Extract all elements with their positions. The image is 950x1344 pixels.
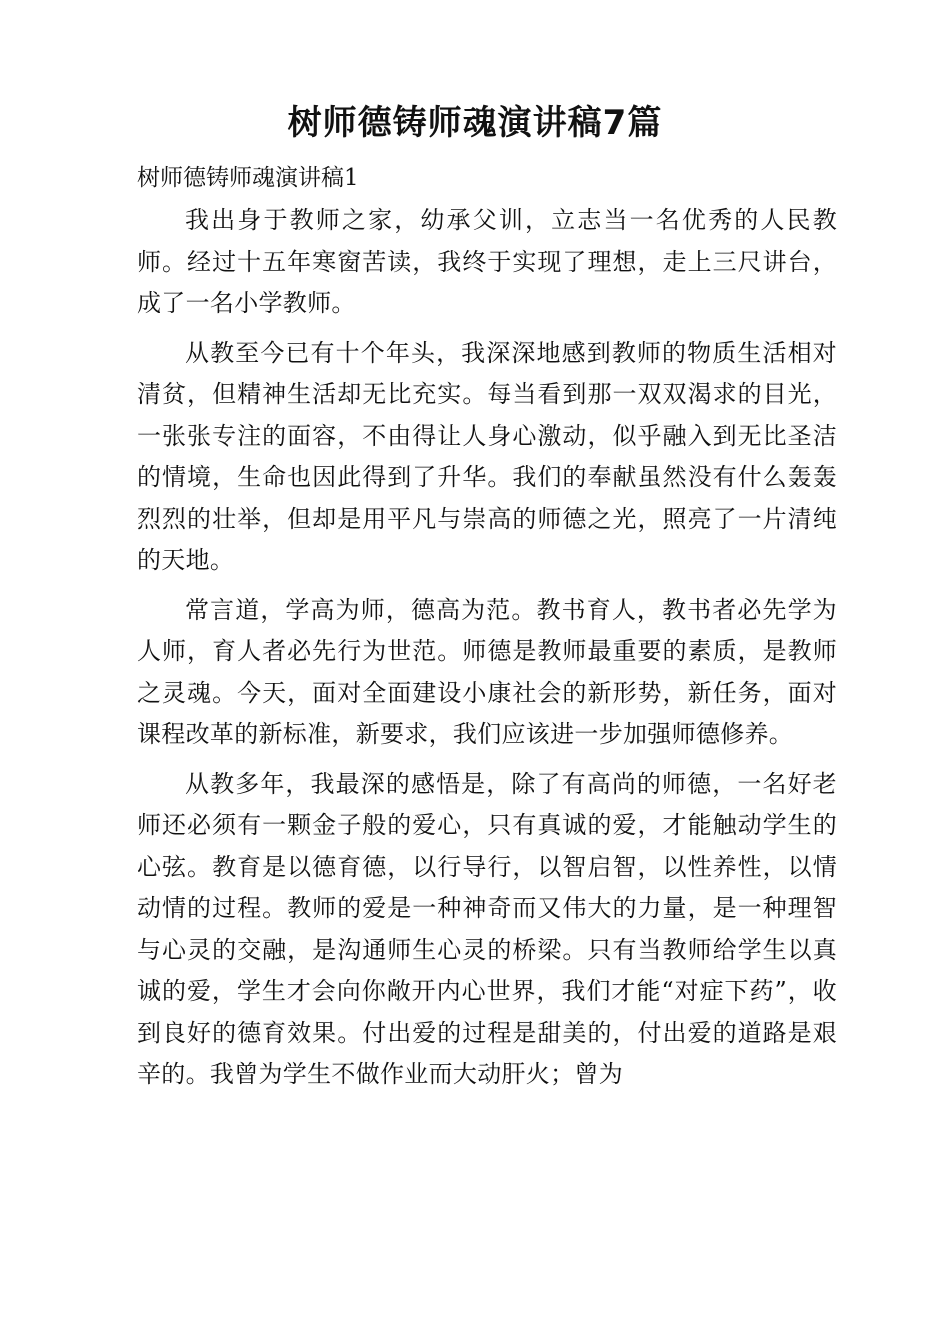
document-title: 树师德铸师魂演讲稿7篇 [287,103,663,143]
paragraph-3: 常言道，学高为师，德高为范。教书育人，教书者必先学为人师，育人者必先行为世范。师德是教师最重要的素质，是教师之灵魂。今天，面对全面建设小康社会的新形势，新任务，面对课程改革的新标准，新要求，我们应该进一步加强师德修养。 [137,595,837,748]
paragraph-2: 从教至今已有十个年头，我深深地感到教师的物质生活相对清贫，但精神生活却无比充实。每当看到那一双双渴求的目光，一张张专注的面容，不由得让人身心激动，似乎融入到无比圣洁的情境，生命也因此得到了升华。我们的奉献虽然没有什么轰轰烈烈的壮举，但却是用平凡与崇高的师德之光，照亮了一片清纯的天地。 [137,338,837,574]
paragraph-1: 我出身于教师之家，幼承父训，立志当一名优秀的人民教师。经过十五年寒窗苦读，我终于实现了理想，走上三尺讲台，成了一名小学教师。 [137,206,837,317]
document-subtitle: 树师德铸师魂演讲稿1 [137,165,359,191]
paragraph-4: 从教多年，我最深的感悟是，除了有高尚的师德，一名好老师还必须有一颗金子般的爱心，只有真诚的爱，才能触动学生的心弦。教育是以德育德，以行导行，以智启智，以性养性，以情动情的过程。教师的爱是一种神奇而又伟大的力量，是一种理智与心灵的交融，是沟通师生心灵的桥梁。只有当教师给学生以真诚的爱，学生才会向你敞开内心世界，我们才能“对症下药”，收到良好的德育效果。付出爱的过程是甜美的，付出爱的道路是艰辛的。我曾为学生不做作业而大动肝火；曾为 [137,769,837,1088]
document-body [137,200,837,1104]
